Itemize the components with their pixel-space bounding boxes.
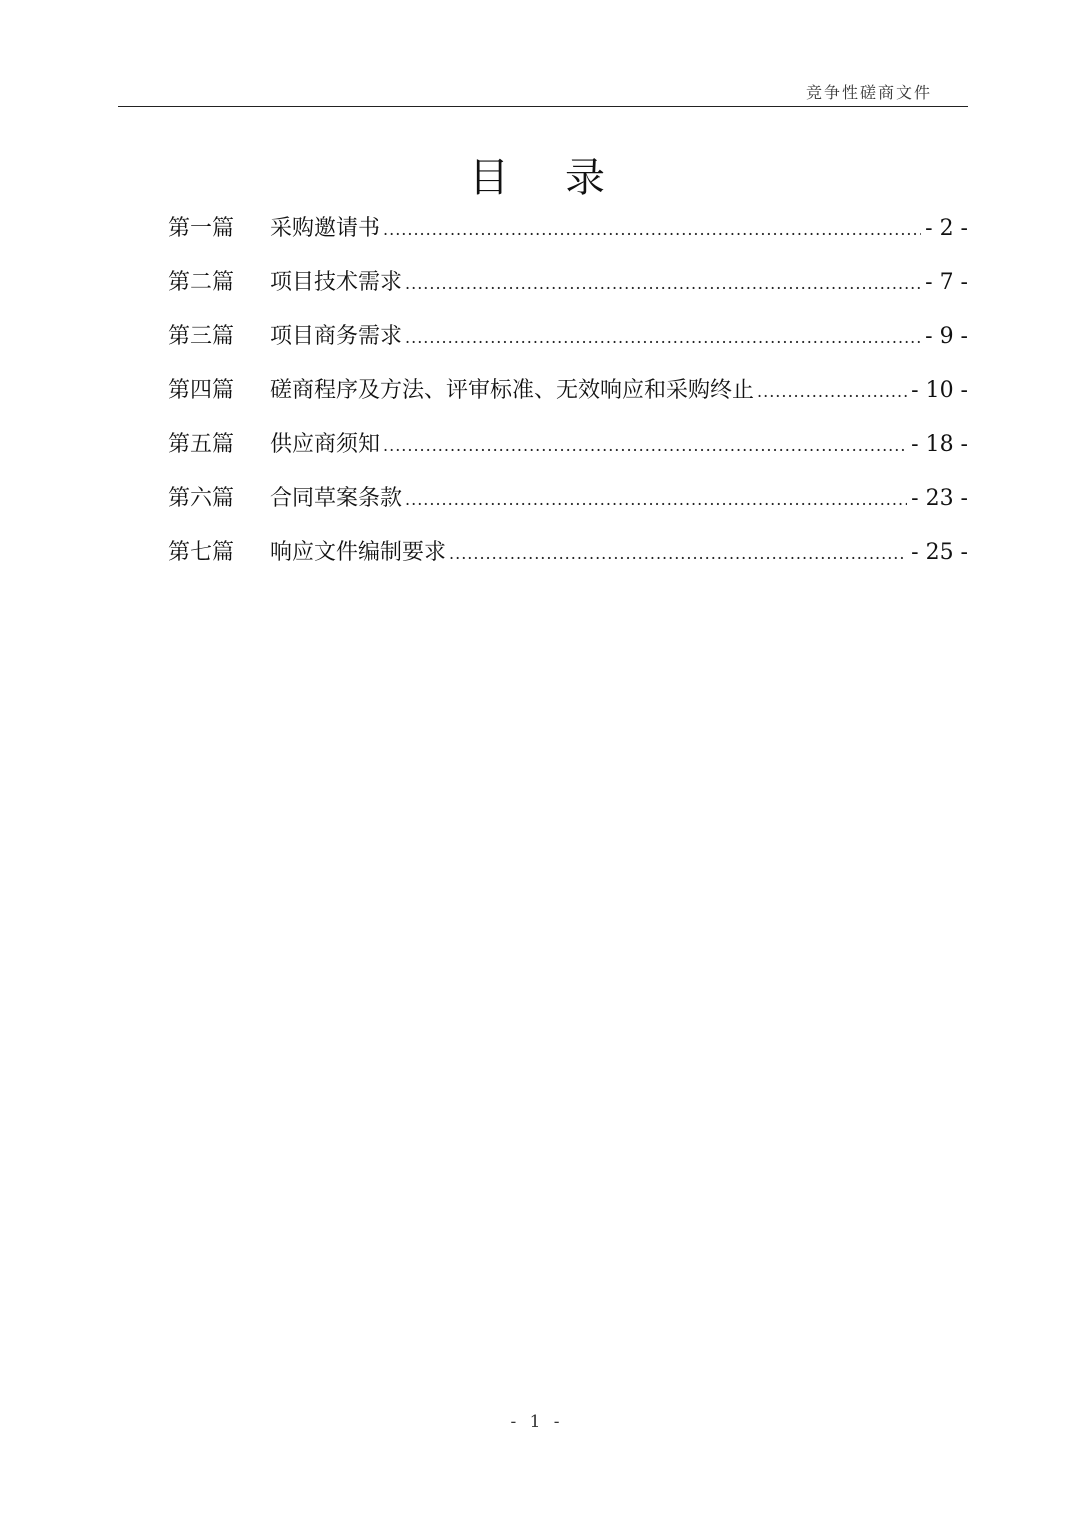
toc-entry[interactable] [168,320,968,374]
toc-part-number: 第七篇 [168,540,235,565]
dot-leader [405,267,921,301]
toc-entry-title: 采购邀请书 [270,216,381,241]
toc-part-number: 第五篇 [168,432,235,457]
toc-title: 目录 [469,155,661,201]
toc-page-number: - 9 - [925,324,968,349]
toc-part-number: 第三篇 [168,324,235,349]
toc-part-number: 第四篇 [168,378,235,403]
toc-page-number: - 25 - [911,540,968,565]
toc-entry[interactable] [168,266,968,320]
toc-entry[interactable] [168,428,968,482]
toc-part-number: 第一篇 [168,216,235,241]
toc-page-number: - 7 - [925,270,968,295]
toc-entry-title: 供应商须知 [270,432,381,457]
dot-leader [405,483,907,517]
toc-part-number: 第六篇 [168,486,235,511]
toc-page-number: - 23 - [911,486,968,511]
page-header [118,76,968,107]
toc-entry-title: 项目商务需求 [270,324,403,349]
toc-entry[interactable] [168,536,968,590]
toc-entry[interactable] [168,212,968,266]
toc-entry[interactable] [168,374,968,428]
dot-leader [383,429,907,463]
toc-entry-title: 磋商程序及方法、评审标准、无效响应和采购终止 [270,378,755,403]
dot-leader [383,213,921,247]
toc-page-number: - 18 - [911,432,968,457]
header-title: 竞争性磋商文件 [805,83,932,102]
toc-entry-title: 项目技术需求 [270,270,403,295]
toc-entry-title: 响应文件编制要求 [270,540,447,565]
dot-leader [405,321,921,355]
toc-page-number: - 10 - [911,378,968,403]
toc-entry-title: 合同草案条款 [270,486,403,511]
dot-leader [757,375,907,409]
toc-part-number: 第二篇 [168,270,235,295]
toc-entry[interactable] [168,482,968,536]
page-footer-number: - 1 - [510,1412,564,1432]
table-of-contents [168,212,968,590]
dot-leader [449,537,907,571]
toc-page-number: - 2 - [925,216,968,241]
